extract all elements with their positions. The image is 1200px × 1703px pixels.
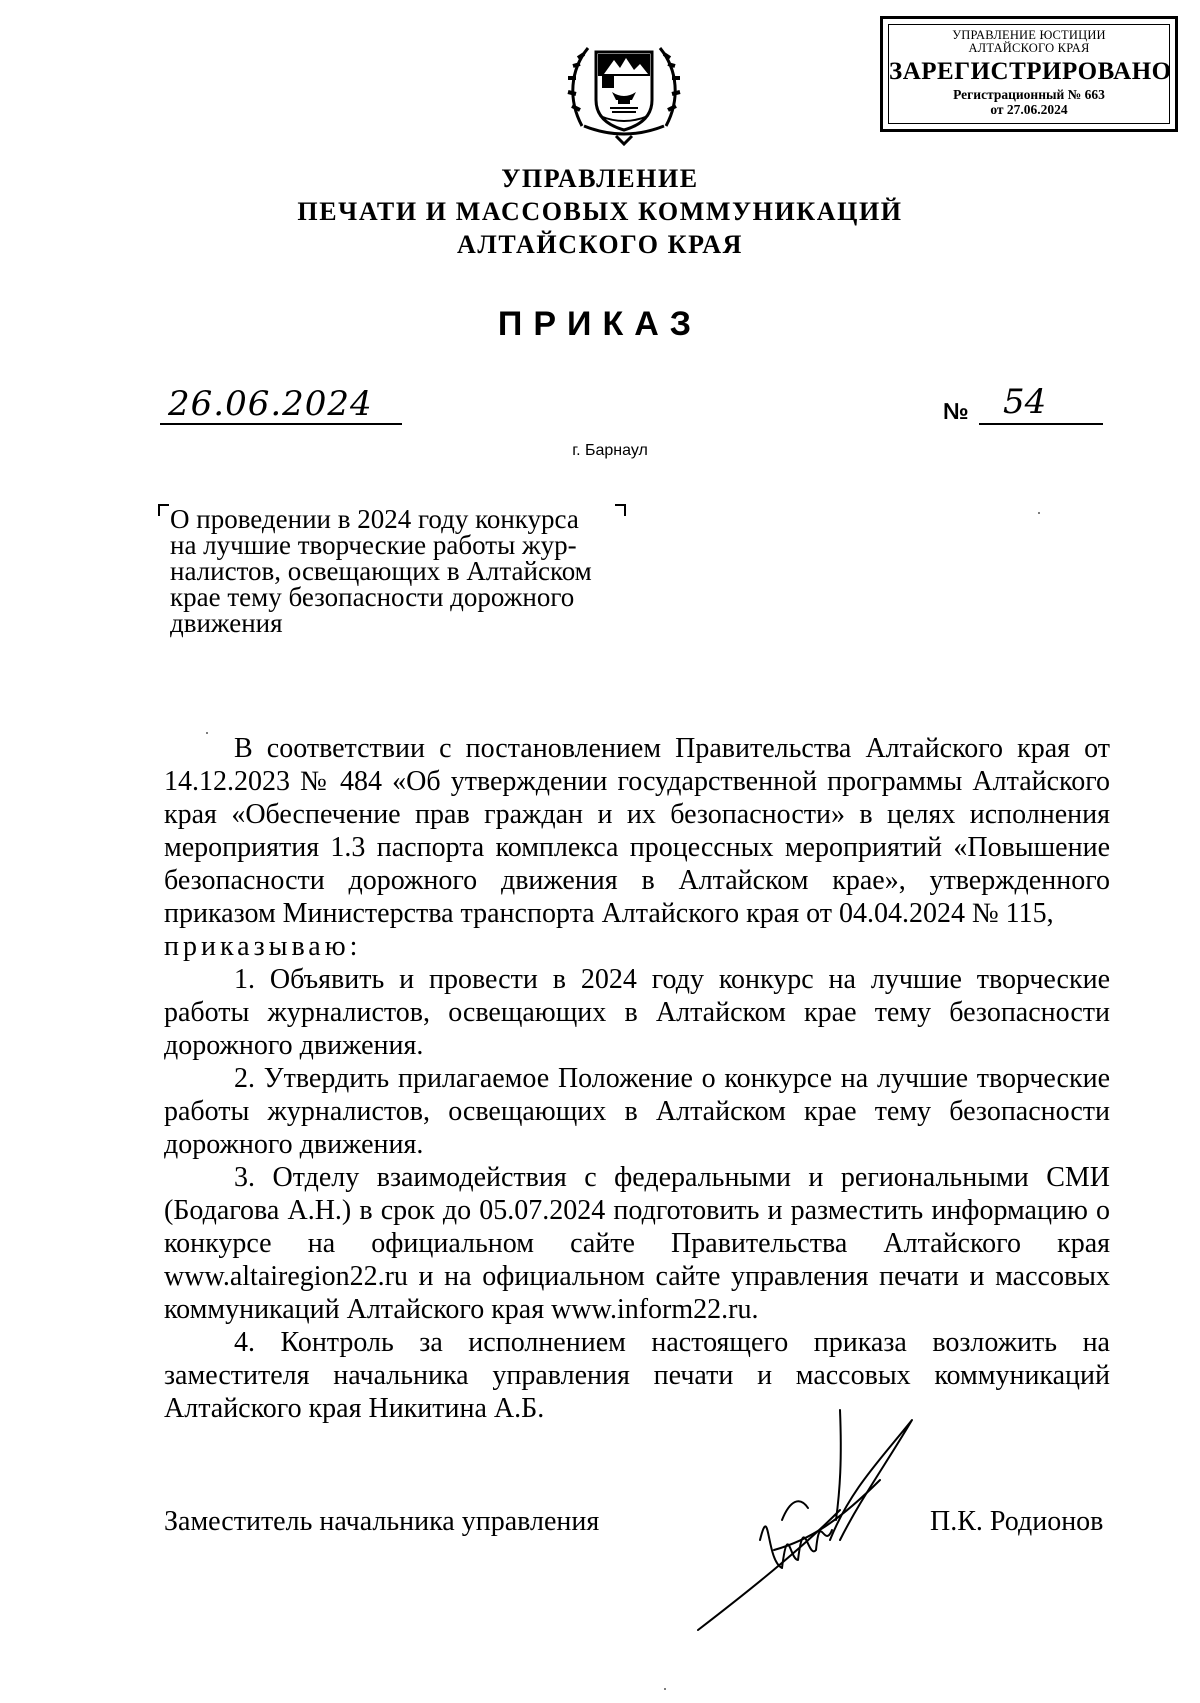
org-name-line1: УПРАВЛЕНИЕ <box>501 164 699 193</box>
document-type-title: ПРИКАЗ <box>497 305 703 343</box>
stamp-status: ЗАРЕГИСТРИРОВАНО <box>889 58 1172 85</box>
stamp-reg-number: Регистрационный № 663 <box>953 87 1105 102</box>
number-sign: № <box>943 398 969 424</box>
registration-stamp <box>880 16 1178 132</box>
signatory-name: П.К. Родионов <box>930 1506 1104 1537</box>
order-item-4: 4. Контроль за исполнением настоящего приказа возложить на заместителя начальника управления печати и массовых коммуникаций Алтайского края Никитина А.Б. <box>164 1327 1110 1424</box>
order-word: приказываю: <box>164 931 362 962</box>
scan-speck <box>206 732 208 734</box>
document-body <box>164 732 1110 1425</box>
date-underline <box>160 423 402 425</box>
handwritten-signature-icon <box>690 1400 920 1640</box>
subject-line: крае тему безопасности дорожного <box>170 582 575 612</box>
coat-of-arms-icon <box>566 30 682 146</box>
order-item-1: 1. Объявить и провести в 2024 году конкурс на лучшие творческие работы журналистов, освещающих в Алтайском крае тему безопасности дорожного движения. <box>164 964 1110 1061</box>
document-date: 26.06.2024 <box>168 384 373 424</box>
preamble-paragraph: В соответствии с постановлением Правительства Алтайского края от 14.12.2023 № 484 «Об утверждении государственной программы Алтайского края «Обеспечение прав граждан и их безопасности» в целях исполнения мероприятия 1.3 паспорта комплекса процессных мероприятий «Повышение безопасности дорожного движения в Алтайском крае», утвержденного приказом Министерства транспорта Алтайского края от 04.04.2024 № 115, <box>164 733 1110 929</box>
org-name-line2: ПЕЧАТИ И МАССОВЫХ КОММУНИКАЦИЙ <box>297 197 903 226</box>
subject-line: движения <box>170 608 283 638</box>
stamp-reg-date: от 27.06.2024 <box>990 102 1068 117</box>
document-subject <box>170 506 612 636</box>
subject-line: налистов, освещающих в Алтайском <box>170 556 592 586</box>
order-item-2: 2. Утвердить прилагаемое Положение о конкурсе на лучшие творческие работы журналистов, освещающих в Алтайском крае тему безопасности дорожного движения. <box>164 1063 1110 1160</box>
order-item-3: 3. Отделу взаимодействия с федеральными и региональными СМИ (Бодагова А.Н.) в срок до 05.07.2024 подготовить и разместить информацию о конкурсе на официальном сайте Правительства Алтайского края www.altairegion22.ru и на официальном сайте управления печати и массовых коммуникаций Алтайского края www.inform22.ru. <box>164 1162 1110 1325</box>
document-number: 54 <box>1003 382 1047 422</box>
scan-speck <box>1038 512 1040 514</box>
number-underline <box>979 423 1103 425</box>
subject-bracket-left <box>158 504 169 516</box>
subject-bracket-right <box>615 504 626 516</box>
scan-speck <box>664 1688 666 1690</box>
city: г. Барнаул <box>572 442 648 459</box>
signatory-position: Заместитель начальника управления <box>164 1506 600 1537</box>
stamp-authority-line2: АЛТАЙСКОГО КРАЯ <box>968 41 1090 55</box>
stamp-inner-frame <box>888 24 1170 124</box>
subject-line: О проведении в 2024 году конкурса <box>170 504 579 534</box>
subject-line: на лучшие творческие работы жур- <box>170 530 577 560</box>
stamp-authority-line1: УПРАВЛЕНИЕ ЮСТИЦИИ <box>952 28 1106 42</box>
org-name-line3: АЛТАЙСКОГО КРАЯ <box>457 230 743 259</box>
